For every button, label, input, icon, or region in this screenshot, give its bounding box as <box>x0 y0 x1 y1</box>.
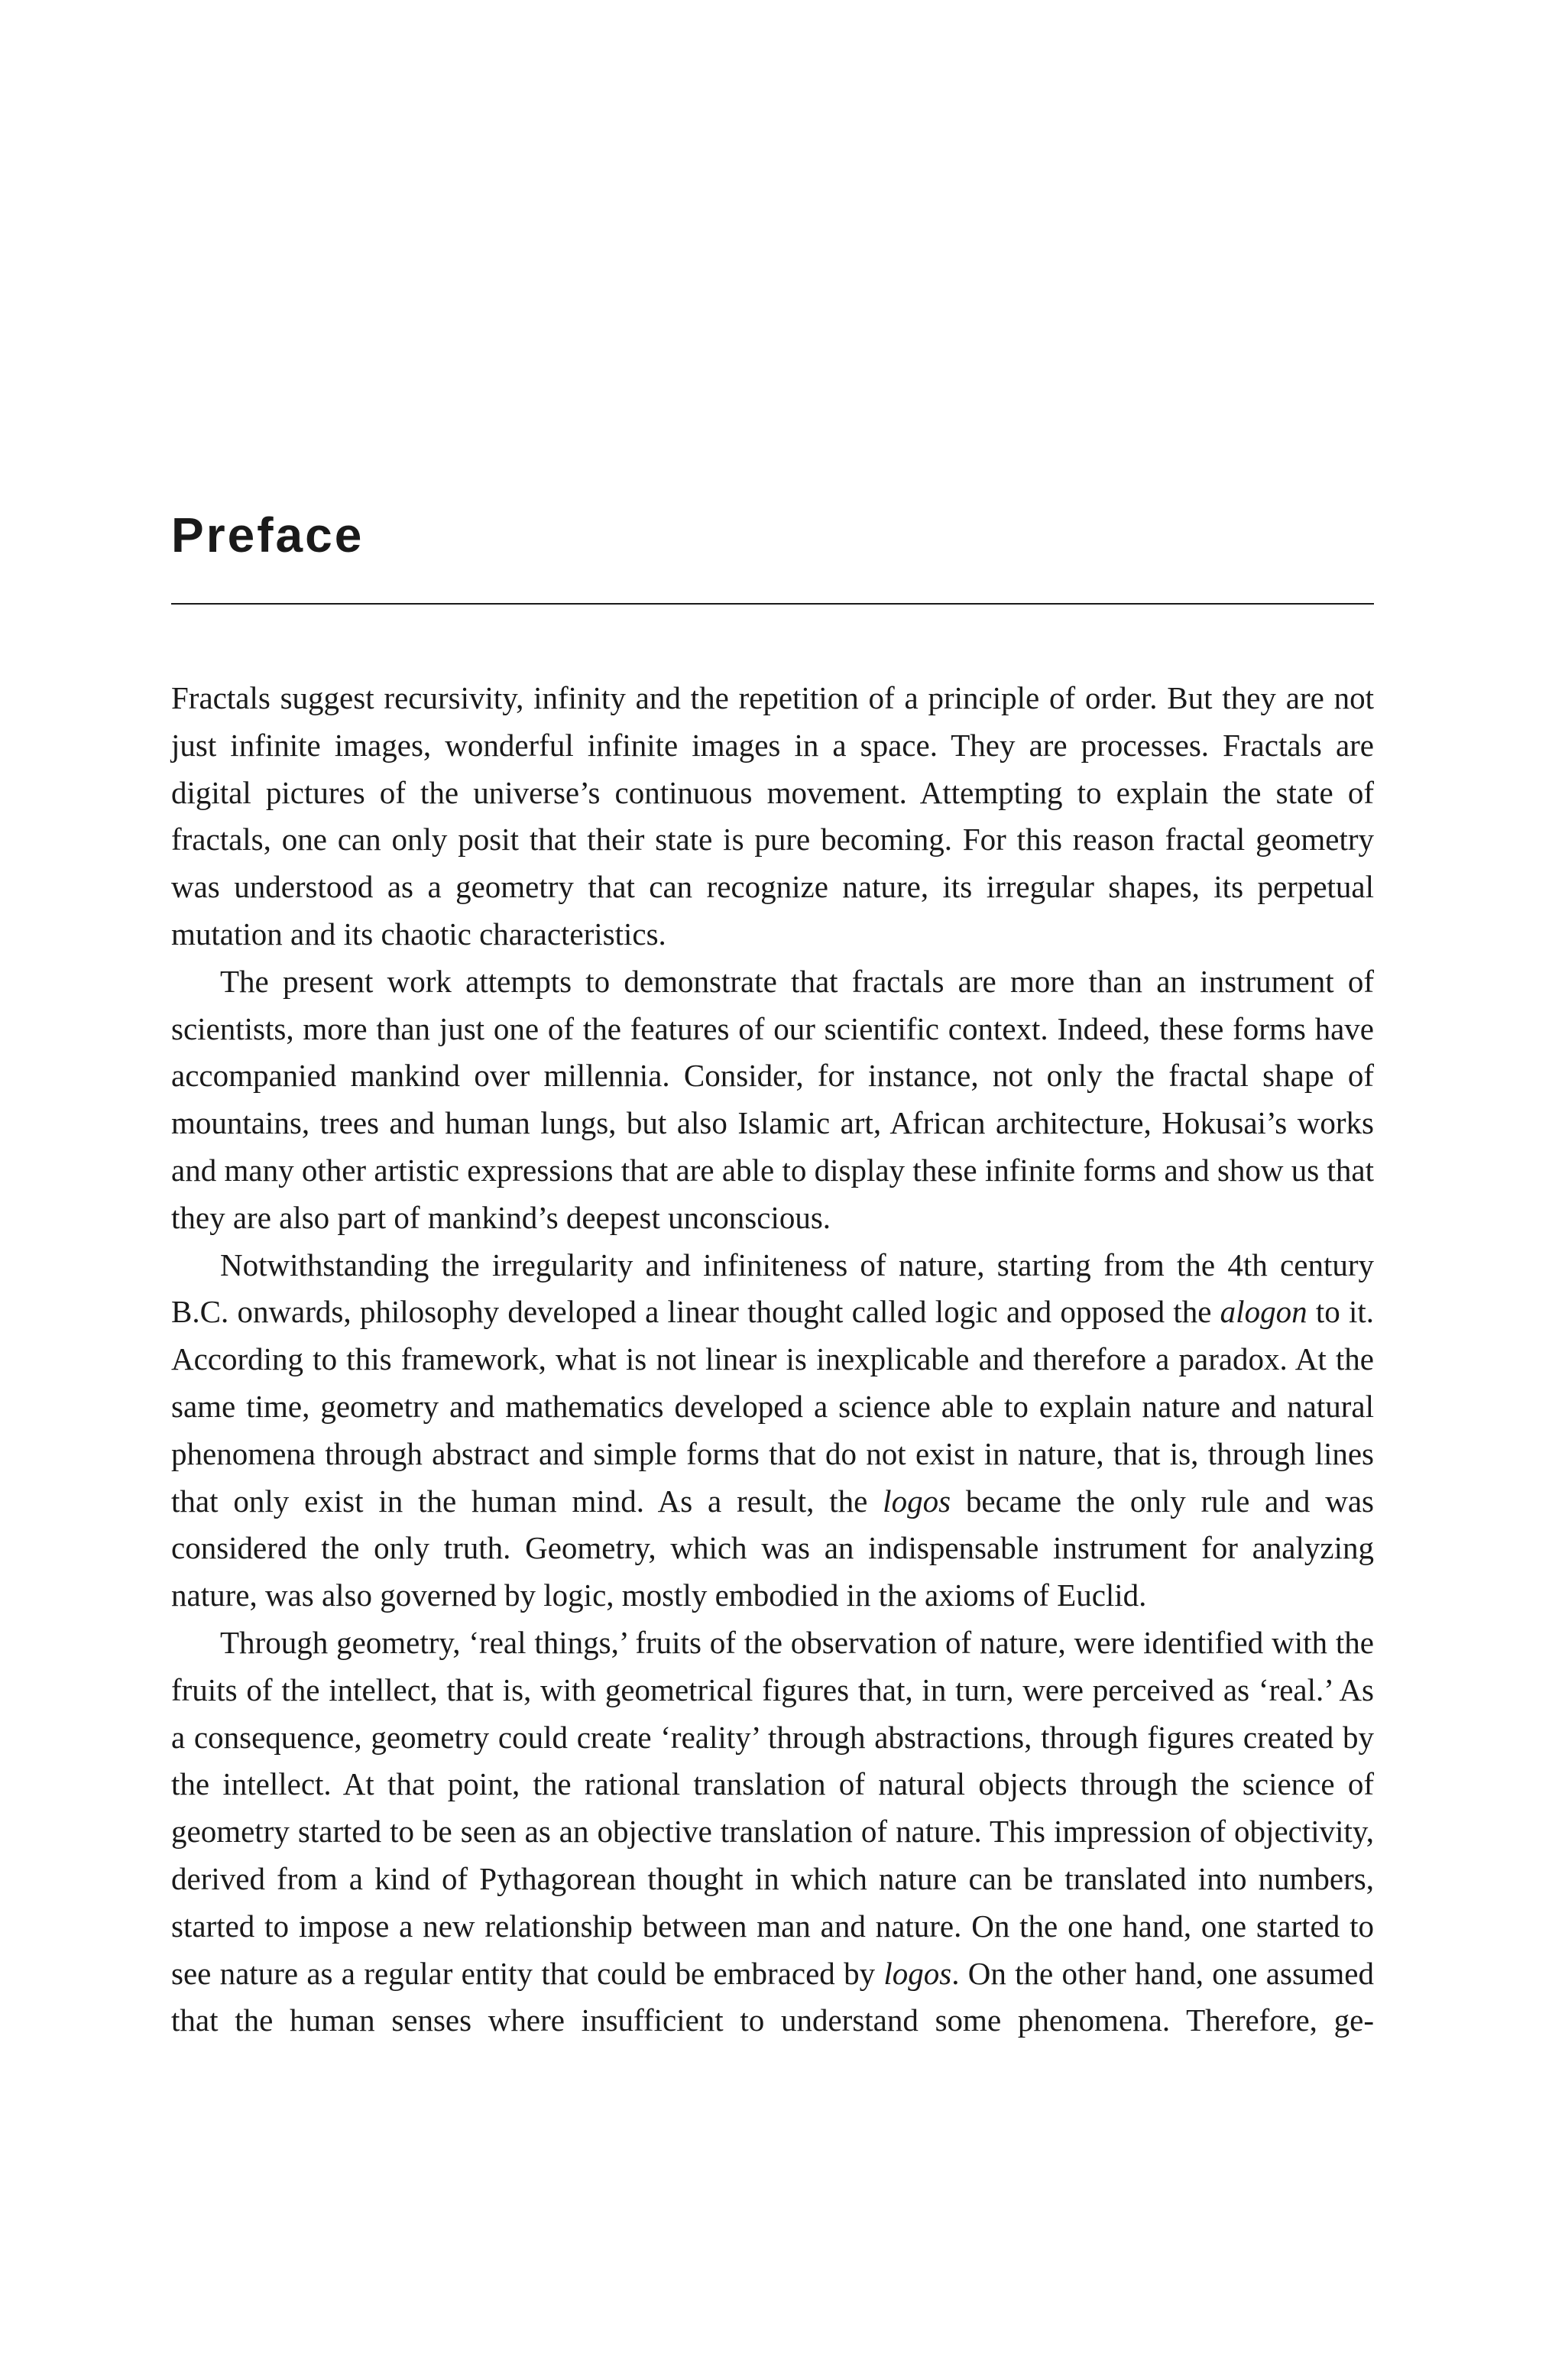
text-run: . On the other hand, one assumed that the human senses where insufficient to understand some phenomena. Therefore, ge- <box>171 1955 1374 2038</box>
chapter-heading: Preface <box>171 507 365 563</box>
italic-term: alogon <box>1220 1294 1307 1330</box>
text-run: to it. According to this framework, what is not linear is inexplicable and therefore a paradox. At the same time, geometry and mathematics developed a science able to explain nature and natural phenomena through abstract and simple forms that do not exist in nature, that is, through lines that only exist in the human mind. As a result, the <box>171 1294 1374 1519</box>
paragraph <box>171 675 1374 958</box>
paragraph <box>171 1620 1374 2044</box>
text-run: The present work attempts to demonstrate that fractals are more than an instrument of scientists, more than just one of the features of our scientific context. Indeed, these forms have accompanied mankind over millennia. Consider, for instance, not only the fractal shape of mountains, trees and human lungs, but also Islamic art, African architecture, Hokusai’s works and many other artistic expressions that are able to display these infinite forms and show us that they are also part of mankind’s deepest unconscious. <box>171 963 1374 1235</box>
paragraph <box>171 958 1374 1242</box>
heading-rule <box>171 603 1374 605</box>
text-run: Notwithstanding the irregularity and infiniteness of nature, starting from the 4th century B.C. onwards, philosophy developed a linear thought called logic and opposed the <box>171 1247 1374 1330</box>
paragraph <box>171 1242 1374 1620</box>
italic-term: logos <box>883 1955 952 1991</box>
text-run: became the only rule and was considered the only truth. Geometry, which was an indispensable instrument for analyzing nature, was also governed by logic, mostly embodied in the axioms of Euclid. <box>171 1483 1374 1613</box>
preface-body <box>171 675 1374 2044</box>
italic-term: logos <box>883 1483 951 1519</box>
text-run: Fractals suggest recursivity, infinity and the repetition of a principle of order. But they are not just infinite images, wonderful infinite images in a space. They are processes. Fractals are digital pictures of the universe’s continuous movement. Attempting to explain the state of fractals, one can only posit that their state is pure becoming. For this reason fractal geometry was understood as a geometry that can recognize nature, its irregular shapes, its perpetual mutation and its chaotic characteristics. <box>171 680 1374 952</box>
text-run: Through geometry, ‘real things,’ fruits of the observation of nature, were identified with the fruits of the intellect, that is, with geometrical figures that, in turn, were perceived as ‘real.’ As a consequence, geometry could create ‘reality’ through abstractions, through figures created by the intellect. At that point, the rational translation of natural objects through the science of geometry started to be seen as an objective translation of nature. This impression of objectivity, derived from a kind of Pythagorean thought in which nature can be translated into numbers, started to impose a new relationship between man and nature. On the one hand, one started to see nature as a regular entity that could be embraced by <box>171 1624 1374 1991</box>
